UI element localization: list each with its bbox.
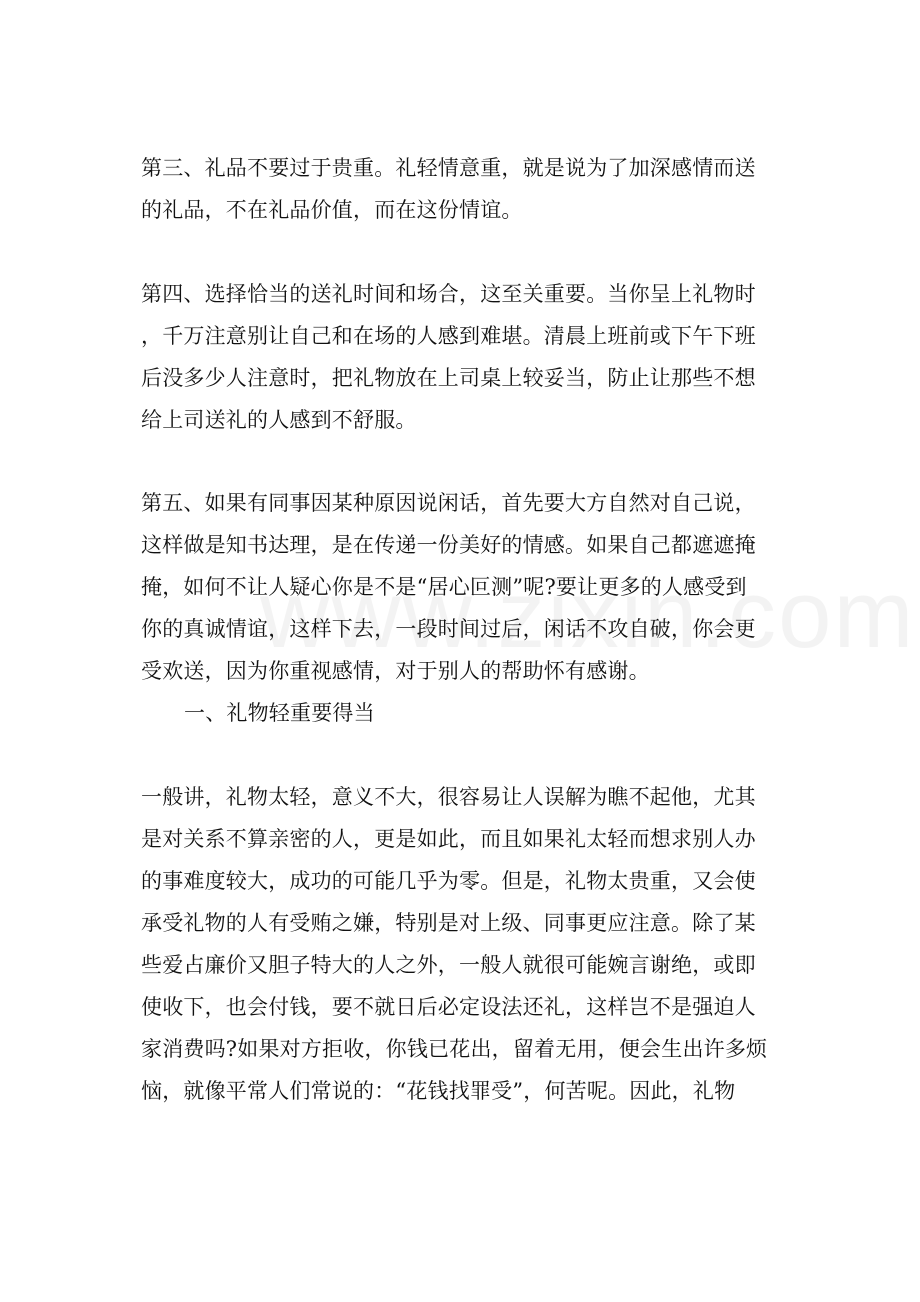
paragraph-line: 承受礼物的人有受贿之嫌，特别是对上级、同事更应注意。除了某: [141, 911, 756, 935]
paragraph-line: 的礼品，不在礼品价值，而在这份情谊。: [141, 198, 523, 222]
paragraph-line: 些爱占廉价又胆子特大的人之外，一般人就很可能婉言谢绝，或即: [141, 953, 756, 977]
section-heading: 一、礼物轻重要得当: [184, 701, 375, 725]
paragraph-line: 你的真诚情谊，这样下去，一段时间过后，闲话不攻自破，你会更: [141, 617, 756, 641]
paragraph-line: 给上司送礼的人感到不舒服。: [141, 408, 417, 432]
paragraph-line: 这样做是知书达理，是在传递一份美好的情感。如果自己都遮遮掩: [141, 533, 756, 557]
paragraph-line: 第五、如果有同事因某种原因说闲话，首先要大方自然对自己说，: [141, 491, 756, 515]
paragraph-line: 的事难度较大，成功的可能几乎为零。但是，礼物太贵重，又会使: [141, 869, 756, 893]
paragraph-line: 第四、选择恰当的送礼时间和场合，这至关重要。当你呈上礼物时: [141, 282, 756, 306]
paragraph-line: 一般讲，礼物太轻，意义不大，很容易让人误解为瞧不起他，尤其: [141, 785, 756, 809]
paragraph-line: 受欢送，因为你重视感情，对于别人的帮助怀有感谢。: [141, 659, 650, 683]
paragraph-line: 是对关系不算亲密的人，更是如此，而且如果礼太轻而想求别人办: [141, 827, 756, 851]
paragraph-line: 恼，就像平常人们常说的：“花钱找罪受”，何苦呢。因此，礼物: [141, 1079, 736, 1103]
paragraph-line: 使收下，也会付钱，要不就日后必定设法还礼，这样岂不是强迫人: [141, 995, 756, 1019]
paragraph-line: 掩，如何不让人疑心你是不是“居心叵测”呢?要让更多的人感受到: [141, 575, 747, 599]
paragraph-line: 家消费吗?如果对方拒收，你钱已花出，留着无用，便会生出许多烦: [141, 1037, 768, 1061]
paragraph-line: 第三、礼品不要过于贵重。礼轻情意重，就是说为了加深感情而送: [141, 156, 756, 180]
paragraph-line: 后没多少人注意时，把礼物放在上司桌上较妥当，防止让那些不想: [141, 366, 756, 390]
paragraph-line: ，千万注意别让自己和在场的人感到难堪。清晨上班前或下午下班: [141, 324, 756, 348]
